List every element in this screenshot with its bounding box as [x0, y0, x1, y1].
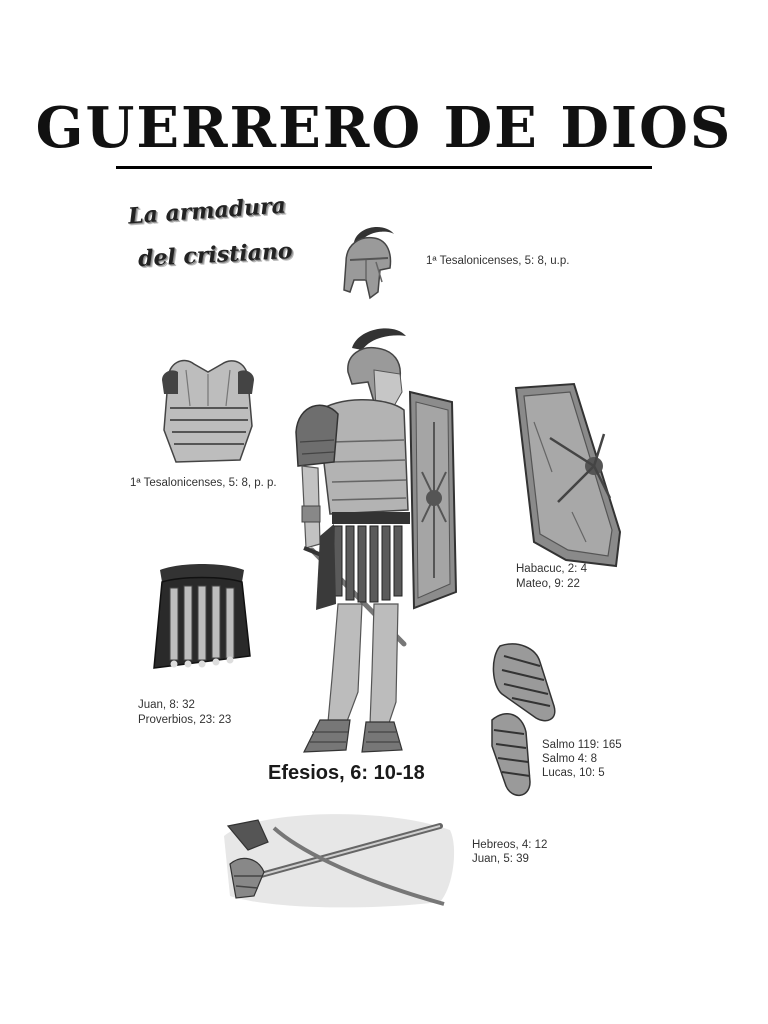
sword-reference-2: Juan, 5: 39 — [472, 853, 529, 865]
breastplate-reference: 1ª Tesalonicenses, 5: 8, p. p. — [130, 477, 277, 489]
breastplate-icon — [156, 350, 260, 468]
sandals-reference-3: Lucas, 10: 5 — [542, 767, 605, 779]
banner-line-2: del cristiano — [137, 237, 294, 273]
sandals-reference-1: Salmo 119: 165 — [542, 739, 622, 751]
shield-icon — [512, 382, 628, 572]
shield-reference-2: Mateo, 9: 22 — [516, 578, 580, 590]
helmet-reference: 1ª Tesalonicenses, 5: 8, u.p. — [426, 255, 570, 267]
banner-line-1: La armadura — [127, 192, 287, 230]
belt-reference-1: Juan, 8: 32 — [138, 699, 195, 711]
sandals-reference-2: Salmo 4: 8 — [542, 753, 597, 765]
sword-icon — [214, 806, 462, 914]
belt-skirt-icon — [150, 560, 254, 678]
page-title: GUERRERO DE DIOS — [35, 95, 733, 161]
main-reference: Efesios, 6: 10-18 — [268, 762, 425, 784]
sword-reference-1: Hebreos, 4: 12 — [472, 839, 548, 851]
shield-reference-1: Habacuc, 2: 4 — [516, 563, 587, 575]
soldier-figure — [276, 322, 472, 762]
title-underline — [116, 166, 652, 169]
helmet-icon — [336, 220, 400, 300]
belt-reference-2: Proverbios, 23: 23 — [138, 714, 232, 726]
banner — [122, 190, 322, 285]
